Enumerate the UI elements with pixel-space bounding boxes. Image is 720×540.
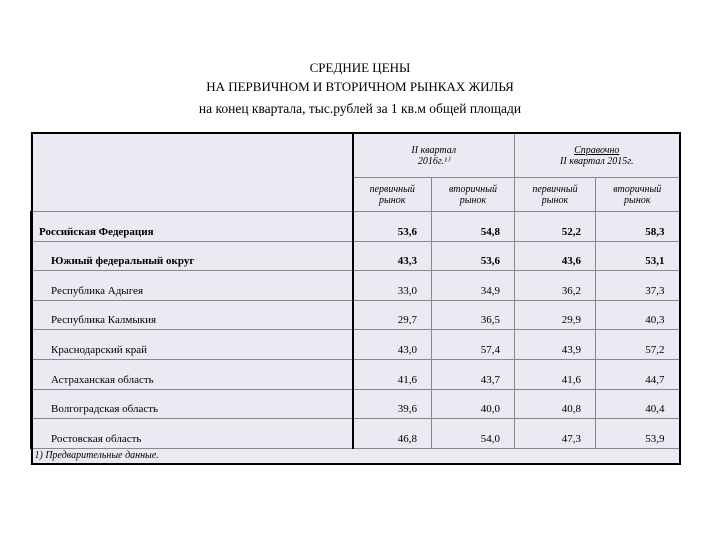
value-cell: 43,9	[515, 330, 596, 360]
value-cell: 43,3	[353, 241, 432, 271]
value-cell: 54,8	[432, 212, 515, 242]
value-cell: 43,0	[353, 330, 432, 360]
value-cell: 37,3	[596, 271, 680, 301]
value-cell: 34,9	[432, 271, 515, 301]
table-row	[32, 419, 680, 449]
value-cell: 36,2	[515, 271, 596, 301]
value-cell: 52,2	[515, 212, 596, 242]
value-cell: 43,7	[432, 359, 515, 389]
value-cell: 57,2	[596, 330, 680, 360]
value-cell: 40,3	[596, 300, 680, 330]
title-line-2: НА ПЕРВИЧНОМ И ВТОРИЧНОМ РЫНКАХ ЖИЛЬЯ	[206, 79, 514, 94]
value-cell: 39,6	[353, 389, 432, 419]
row-label: Южный федеральный округ	[32, 241, 353, 271]
prices-table	[30, 132, 681, 465]
value-cell: 40,4	[596, 389, 680, 419]
subtitle: на конец квартала, тыс.рублей за 1 кв.м общей площади	[198, 101, 522, 116]
value-cell: 40,8	[515, 389, 596, 419]
table-row	[32, 359, 680, 389]
corner-cell	[32, 133, 353, 212]
value-cell: 36,5	[432, 300, 515, 330]
value-cell: 29,9	[515, 300, 596, 330]
value-cell: 40,0	[432, 389, 515, 419]
value-cell: 43,6	[515, 241, 596, 271]
value-cell: 53,9	[596, 419, 680, 449]
table-row	[32, 330, 680, 360]
value-cell: 53,1	[596, 241, 680, 271]
table-row	[32, 241, 680, 271]
row-label: Республика Адыгея	[32, 271, 353, 301]
table-row	[32, 212, 680, 242]
value-cell: 44,7	[596, 359, 680, 389]
title-line-1: СРЕДНИЕ ЦЕНЫ	[309, 60, 411, 75]
row-label: Республика Калмыкия	[32, 300, 353, 330]
table-row	[32, 300, 680, 330]
group-header-2016: II квартал 2016г.¹⁾	[353, 133, 515, 178]
footnote: 1) Предварительные данные.	[32, 448, 680, 464]
col-header: вторичный рынок	[596, 178, 680, 212]
group-header-2015: Справочно II квартал 2015г.	[515, 133, 680, 178]
value-cell: 54,0	[432, 419, 515, 449]
value-cell: 41,6	[353, 359, 432, 389]
value-cell: 46,8	[353, 419, 432, 449]
col-header: первичный рынок	[515, 178, 596, 212]
col-header: первичный рынок	[353, 178, 432, 212]
value-cell: 58,3	[596, 212, 680, 242]
value-cell: 47,3	[515, 419, 596, 449]
value-cell: 41,6	[515, 359, 596, 389]
value-cell: 53,6	[353, 212, 432, 242]
value-cell: 33,0	[353, 271, 432, 301]
value-cell: 57,4	[432, 330, 515, 360]
row-label: Ростовская область	[32, 419, 353, 449]
row-label: Астраханская область	[32, 359, 353, 389]
table-row	[32, 271, 680, 301]
value-cell: 53,6	[432, 241, 515, 271]
col-header: вторичный рынок	[432, 178, 515, 212]
row-label: Волгоградская область	[32, 389, 353, 419]
value-cell: 29,7	[353, 300, 432, 330]
table-row	[32, 389, 680, 419]
row-label: Краснодарский край	[32, 330, 353, 360]
row-label: Российская Федерация	[32, 212, 353, 242]
